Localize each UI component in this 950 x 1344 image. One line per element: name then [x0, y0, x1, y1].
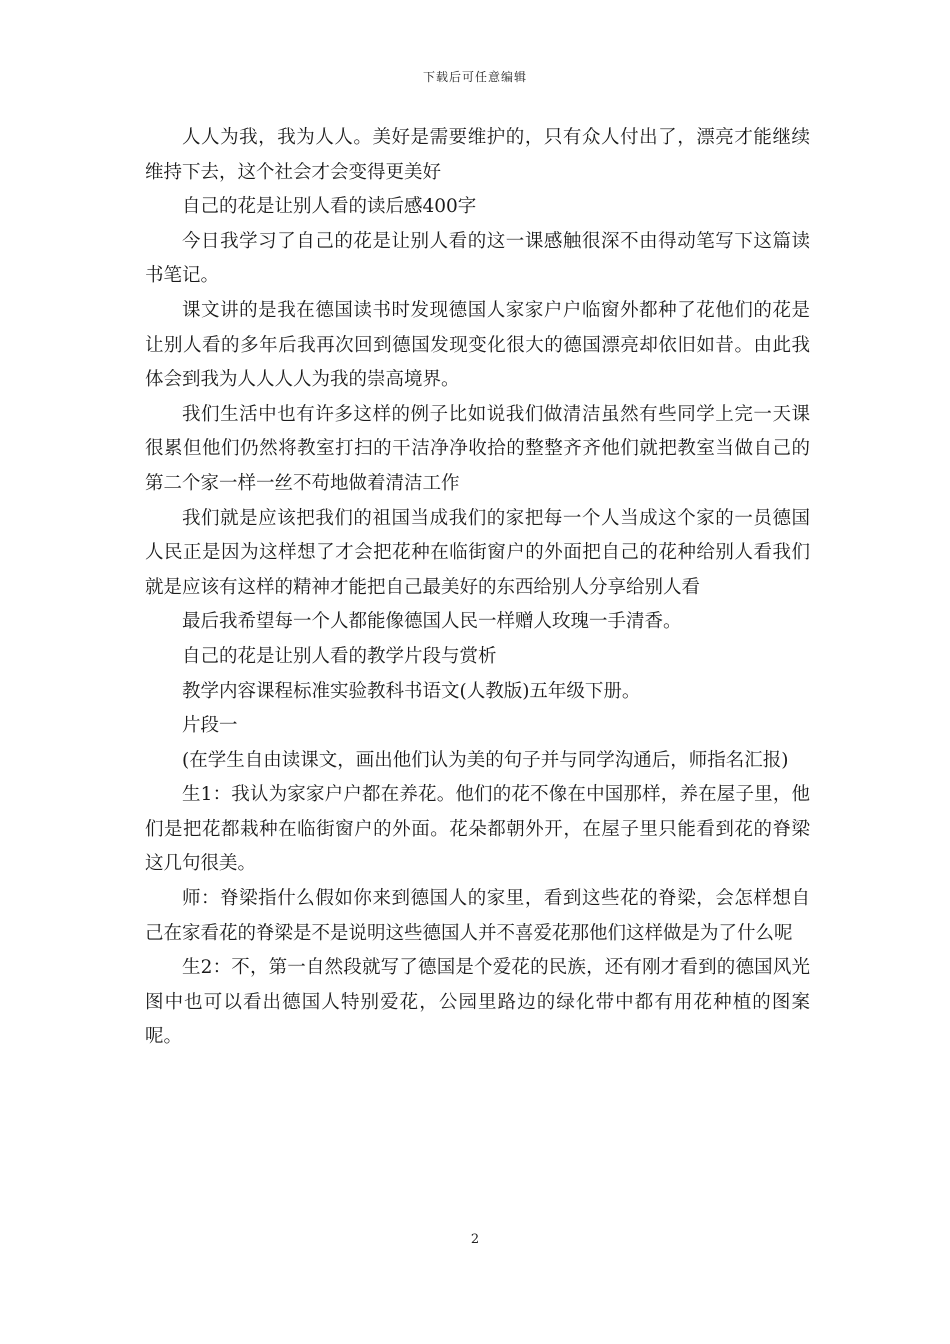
paragraph: 我们生活中也有许多这样的例子比如说我们做清洁虽然有些同学上完一天课很累但他们仍然将教室打扫的干洁净净收拾的整整齐齐他们就把教室当做自己的第二个家一样一丝不苟地做着清洁工作 — [145, 403, 810, 494]
section-title: 自己的花是让别人看的读后感400字 — [182, 196, 477, 218]
paragraph: 今日我学习了自己的花是让别人看的这一课感触很深不由得动笔写下这篇读书笔记。 — [145, 230, 810, 287]
paragraph: 最后我希望每一个人都能像德国人民一样赠人玫瑰一手清香。 — [182, 611, 682, 633]
section-subtitle: 片段一 — [182, 715, 238, 737]
paragraph: 课文讲的是我在德国读书时发现德国人家家户户临窗外都种了花他们的花是让别人看的多年后我再次回到德国发现变化很大的德国漂亮却依旧如昔。由此我体会到我为人人人人为我的崇高境界。 — [145, 299, 810, 391]
page-number: 2 — [470, 1232, 480, 1247]
paragraph: 我们就是应该把我们的祖国当成我们的家把每一个人当成这个家的一员德国人民正是因为这样想了才会把花种在临街窗户的外面把自己的花种给别人看我们就是应该有这样的精神才能把自己最美好的东西给别人分享给别人看 — [145, 507, 810, 598]
section-title: 自己的花是让别人看的教学片段与赏析 — [182, 645, 497, 667]
paragraph: 人人为我，我为人人。美好是需要维护的，只有众人付出了，漂亮才能继续维持下去，这个社会才会变得更美好 — [145, 127, 810, 183]
paragraph: 教学内容课程标准实验教科书语文(人教版)五年级下册。 — [182, 680, 641, 702]
paragraph: 生2：不，第一自然段就写了德国是个爱花的民族，还有刚才看到的德国风光图中也可以看出德国人特别爱花，公园里路边的绿化带中都有用花种植的图案呢。 — [145, 957, 810, 1048]
paragraph: 师：脊梁指什么假如你来到德国人的家里，看到这些花的脊梁，会怎样想自己在家看花的脊梁是不是说明这些德国人并不喜爱花那他们这样做是为了什么呢 — [145, 888, 810, 944]
document-body — [145, 121, 810, 1055]
page-header: 下载后可任意编辑 — [422, 70, 527, 84]
paragraph: (在学生自由读课文，画出他们认为美的句子并与同学沟通后，师指名汇报) — [182, 749, 789, 771]
paragraph: 生1：我认为家家户户都在养花。他们的花不像在中国那样，养在屋子里，他们是把花都栽种在临街窗户的外面。花朵都朝外开，在屋子里只能看到花的脊梁这几句很美。 — [145, 784, 810, 875]
